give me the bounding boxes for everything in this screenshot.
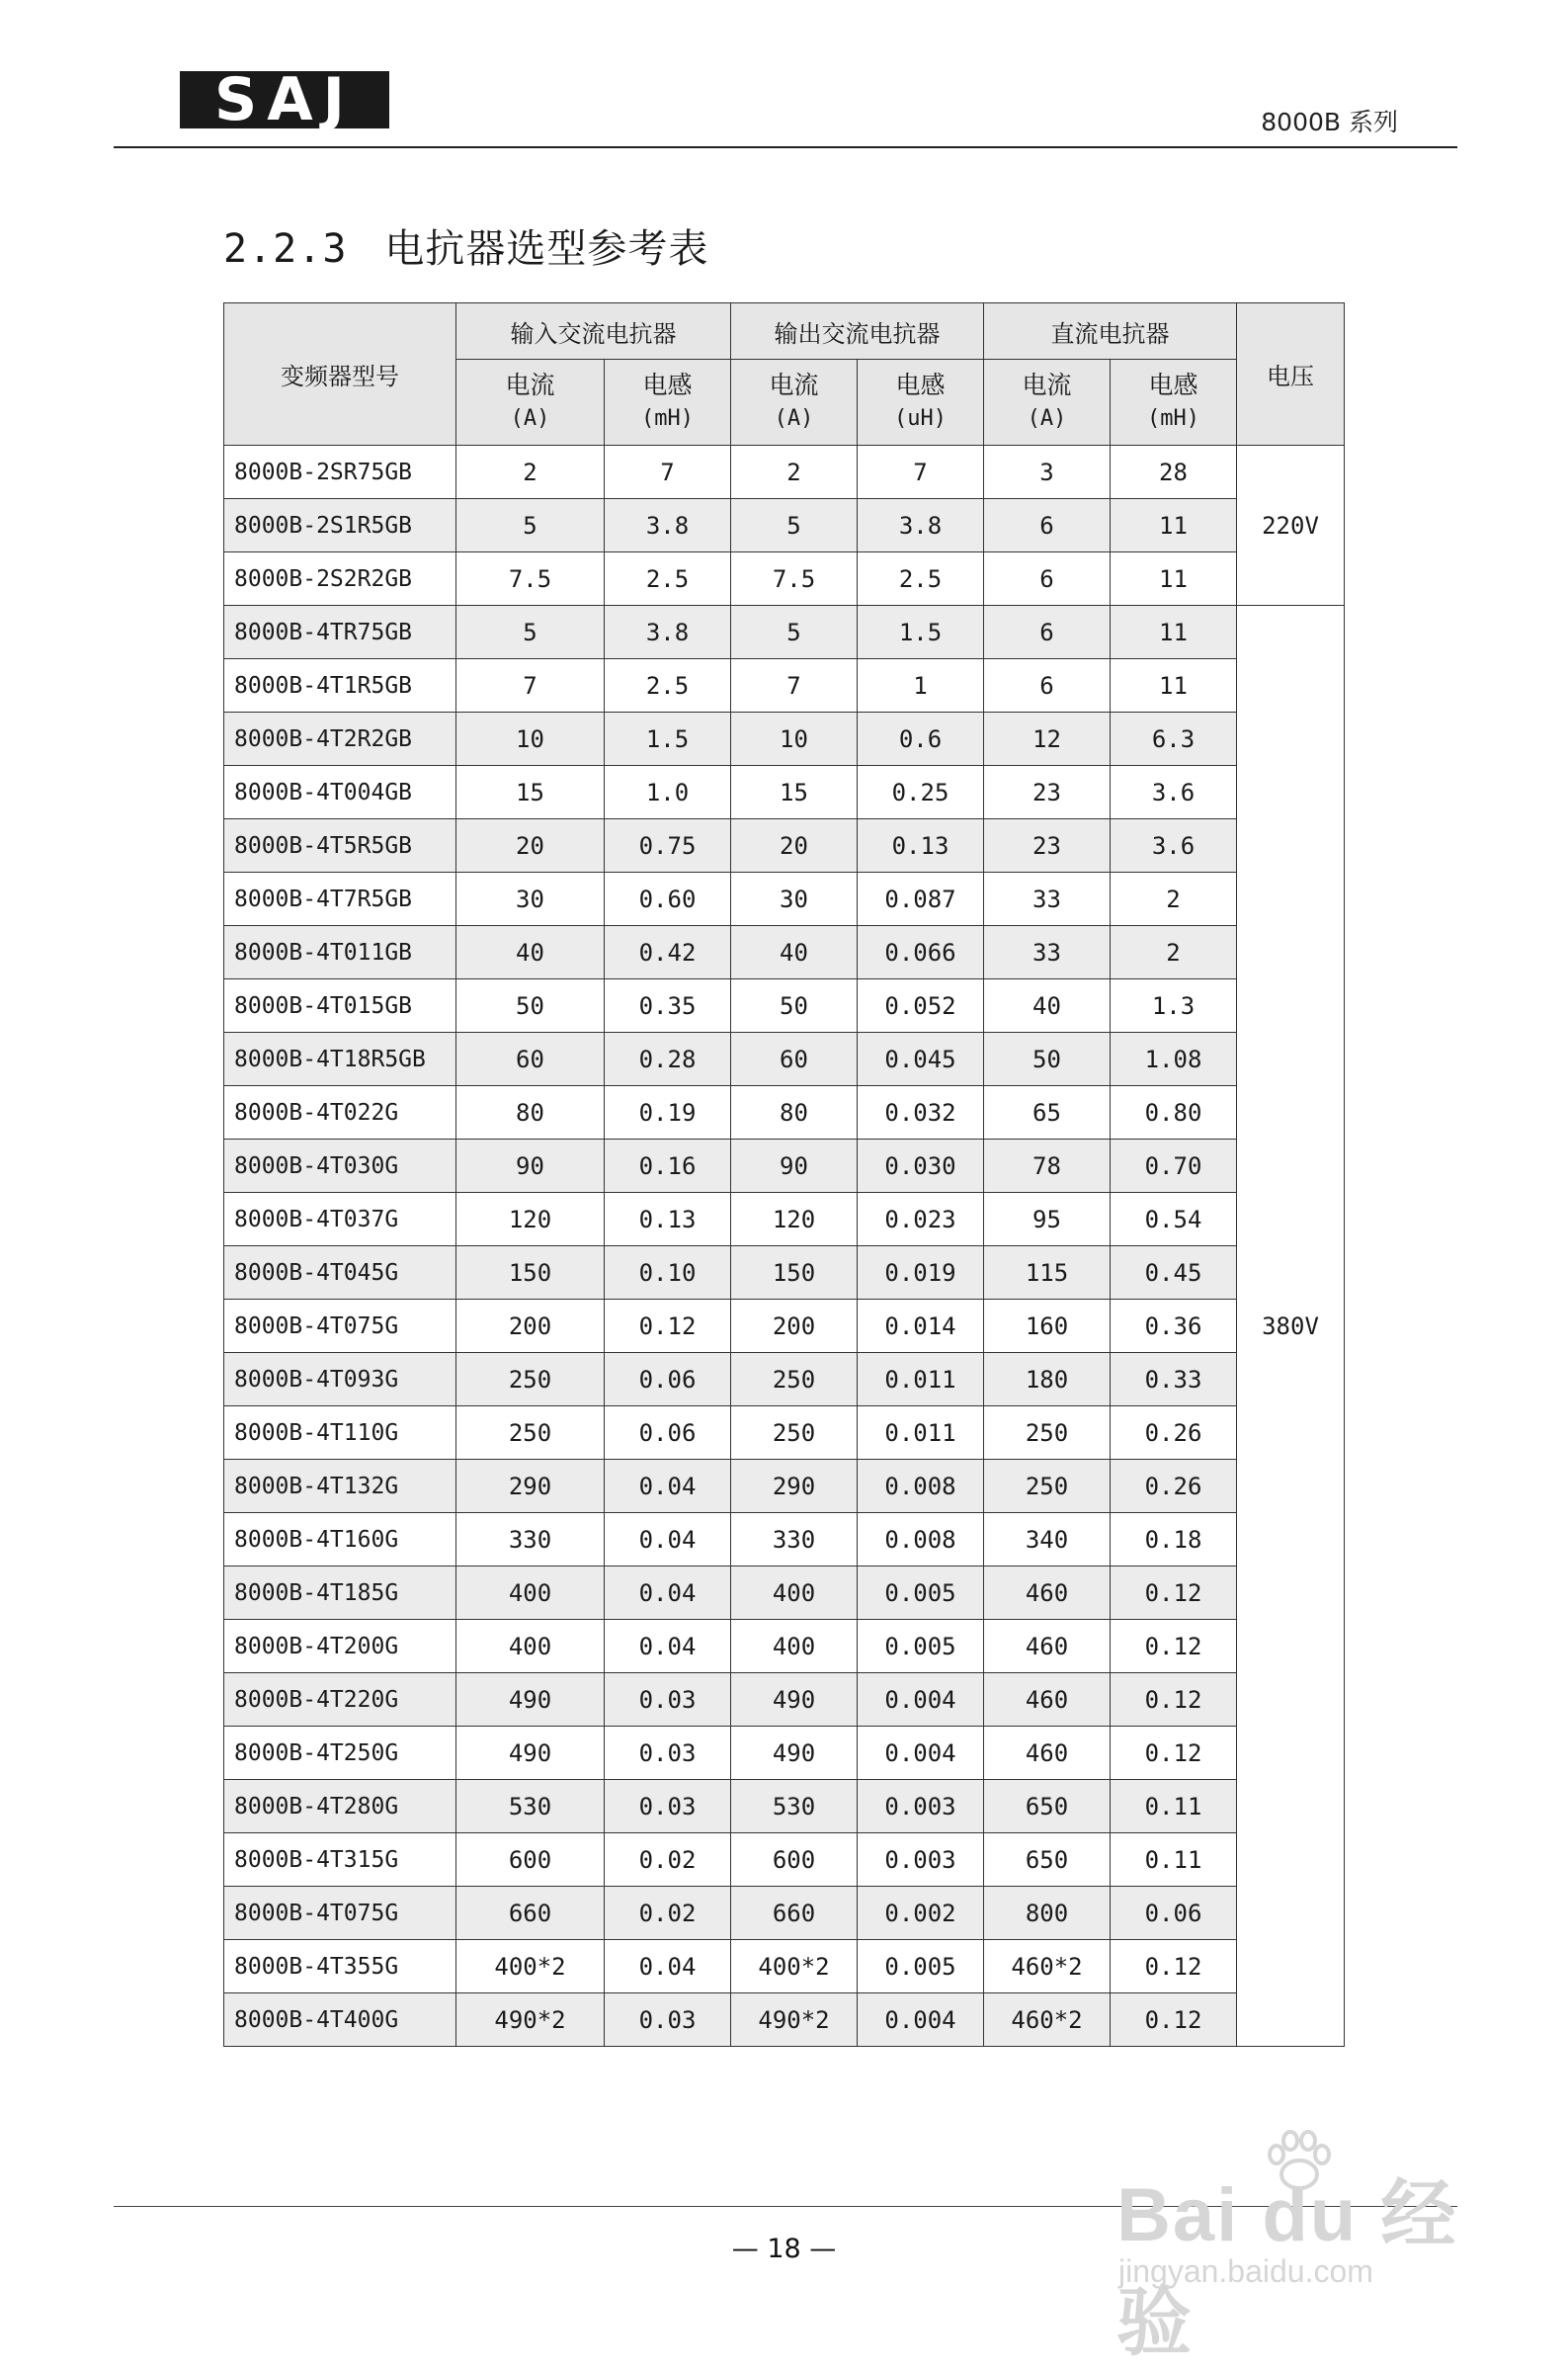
value-cell: 15 <box>731 766 858 819</box>
value-cell: 3.8 <box>858 499 984 552</box>
value-cell: 490 <box>456 1673 605 1727</box>
value-cell: 3.8 <box>605 606 731 659</box>
model-cell: 8000B-2S1R5GB <box>224 499 456 552</box>
table-row <box>224 713 1345 766</box>
model-cell: 8000B-4T2R2GB <box>224 713 456 766</box>
header-input-ac-reactor: 输入交流电抗器 <box>456 303 731 360</box>
table-row <box>224 1460 1345 1513</box>
value-cell: 340 <box>984 1513 1111 1566</box>
model-cell: 8000B-4T045G <box>224 1246 456 1300</box>
value-cell: 0.005 <box>858 1940 984 1993</box>
value-cell: 10 <box>456 713 605 766</box>
value-cell: 400 <box>731 1566 858 1620</box>
value-cell: 65 <box>984 1086 1111 1140</box>
value-cell: 200 <box>456 1300 605 1353</box>
model-cell: 8000B-4T18R5GB <box>224 1033 456 1086</box>
value-cell: 7 <box>456 659 605 713</box>
table-row <box>224 1566 1345 1620</box>
value-cell: 490 <box>456 1727 605 1780</box>
value-cell: 0.6 <box>858 713 984 766</box>
value-cell: 250 <box>984 1460 1111 1513</box>
value-cell: 0.33 <box>1111 1353 1237 1406</box>
value-cell: 7 <box>731 659 858 713</box>
value-cell: 0.12 <box>1111 1566 1237 1620</box>
table-row <box>224 873 1345 926</box>
value-cell: 0.70 <box>1111 1140 1237 1193</box>
value-cell: 6 <box>984 499 1111 552</box>
subheader-output-inductance: 电感 (uH) <box>858 360 984 446</box>
value-cell: 0.54 <box>1111 1193 1237 1246</box>
value-cell: 0.04 <box>605 1940 731 1993</box>
value-cell: 250 <box>731 1353 858 1406</box>
value-cell: 0.11 <box>1111 1833 1237 1887</box>
value-cell: 90 <box>456 1140 605 1193</box>
value-cell: 0.36 <box>1111 1300 1237 1353</box>
value-cell: 0.045 <box>858 1033 984 1086</box>
reactor-selection-table <box>223 302 1345 2047</box>
section-title-text: 电抗器选型参考表 <box>384 226 709 272</box>
value-cell: 50 <box>731 979 858 1033</box>
value-cell: 800 <box>984 1887 1111 1940</box>
model-cell: 8000B-4TR75GB <box>224 606 456 659</box>
value-cell: 2.5 <box>858 552 984 606</box>
value-cell: 660 <box>456 1887 605 1940</box>
value-cell: 1 <box>858 659 984 713</box>
value-cell: 0.11 <box>1111 1780 1237 1833</box>
table-row <box>224 926 1345 979</box>
value-cell: 2 <box>731 446 858 499</box>
value-cell: 2 <box>1111 873 1237 926</box>
value-cell: 5 <box>731 499 858 552</box>
model-cell: 8000B-4T075G <box>224 1887 456 1940</box>
value-cell: 250 <box>456 1353 605 1406</box>
value-cell: 290 <box>731 1460 858 1513</box>
value-cell: 400*2 <box>456 1940 605 1993</box>
model-cell: 8000B-4T1R5GB <box>224 659 456 713</box>
value-cell: 290 <box>456 1460 605 1513</box>
model-cell: 8000B-4T011GB <box>224 926 456 979</box>
value-cell: 0.04 <box>605 1513 731 1566</box>
value-cell: 0.03 <box>605 1673 731 1727</box>
value-cell: 530 <box>456 1780 605 1833</box>
value-cell: 7 <box>605 446 731 499</box>
value-cell: 1.0 <box>605 766 731 819</box>
value-cell: 490 <box>731 1673 858 1727</box>
value-cell: 0.25 <box>858 766 984 819</box>
table-row <box>224 1833 1345 1887</box>
value-cell: 0.12 <box>605 1300 731 1353</box>
value-cell: 11 <box>1111 499 1237 552</box>
value-cell: 0.002 <box>858 1887 984 1940</box>
value-cell: 400 <box>731 1620 858 1673</box>
value-cell: 0.030 <box>858 1140 984 1193</box>
value-cell: 490*2 <box>456 1993 605 2047</box>
value-cell: 50 <box>984 1033 1111 1086</box>
model-cell: 8000B-4T5R5GB <box>224 819 456 873</box>
model-cell: 8000B-4T315G <box>224 1833 456 1887</box>
value-cell: 90 <box>731 1140 858 1193</box>
value-cell: 2 <box>456 446 605 499</box>
value-cell: 11 <box>1111 659 1237 713</box>
value-cell: 5 <box>456 499 605 552</box>
value-cell: 0.12 <box>1111 1993 1237 2047</box>
header-output-ac-reactor: 输出交流电抗器 <box>731 303 984 360</box>
model-cell: 8000B-4T037G <box>224 1193 456 1246</box>
section-title <box>223 217 708 274</box>
model-cell: 8000B-2SR75GB <box>224 446 456 499</box>
table-row <box>224 1673 1345 1727</box>
value-cell: 0.45 <box>1111 1246 1237 1300</box>
model-cell: 8000B-4T280G <box>224 1780 456 1833</box>
value-cell: 1.08 <box>1111 1033 1237 1086</box>
value-cell: 0.42 <box>605 926 731 979</box>
value-cell: 0.04 <box>605 1620 731 1673</box>
value-cell: 400 <box>456 1566 605 1620</box>
table-row <box>224 1513 1345 1566</box>
table-row <box>224 1300 1345 1353</box>
value-cell: 2 <box>1111 926 1237 979</box>
value-cell: 0.10 <box>605 1246 731 1300</box>
value-cell: 20 <box>731 819 858 873</box>
value-cell: 490*2 <box>731 1993 858 2047</box>
model-cell: 8000B-4T185G <box>224 1566 456 1620</box>
value-cell: 400*2 <box>731 1940 858 1993</box>
value-cell: 2.5 <box>605 659 731 713</box>
value-cell: 0.06 <box>1111 1887 1237 1940</box>
model-cell: 8000B-4T400G <box>224 1993 456 2047</box>
value-cell: 6 <box>984 606 1111 659</box>
value-cell: 7 <box>858 446 984 499</box>
value-cell: 0.004 <box>858 1727 984 1780</box>
table-row <box>224 1620 1345 1673</box>
value-cell: 0.003 <box>858 1833 984 1887</box>
value-cell: 160 <box>984 1300 1111 1353</box>
value-cell: 0.003 <box>858 1780 984 1833</box>
value-cell: 460*2 <box>984 1940 1111 1993</box>
table-row <box>224 606 1345 659</box>
value-cell: 0.03 <box>605 1780 731 1833</box>
model-cell: 8000B-2S2R2GB <box>224 552 456 606</box>
model-cell: 8000B-4T022G <box>224 1086 456 1140</box>
value-cell: 1.3 <box>1111 979 1237 1033</box>
value-cell: 78 <box>984 1140 1111 1193</box>
value-cell: 0.052 <box>858 979 984 1033</box>
table-row <box>224 766 1345 819</box>
table-row <box>224 1193 1345 1246</box>
model-cell: 8000B-4T004GB <box>224 766 456 819</box>
value-cell: 0.35 <box>605 979 731 1033</box>
table-row <box>224 1780 1345 1833</box>
baidu-watermark <box>1116 2125 1472 2365</box>
model-cell: 8000B-4T015GB <box>224 979 456 1033</box>
value-cell: 120 <box>731 1193 858 1246</box>
value-cell: 40 <box>731 926 858 979</box>
table-row <box>224 1940 1345 1993</box>
subheader-dc-current: 电流 (A) <box>984 360 1111 446</box>
value-cell: 40 <box>984 979 1111 1033</box>
value-cell: 330 <box>456 1513 605 1566</box>
value-cell: 0.023 <box>858 1193 984 1246</box>
table-row <box>224 1033 1345 1086</box>
table-row <box>224 1406 1345 1460</box>
value-cell: 0.12 <box>1111 1620 1237 1673</box>
value-cell: 330 <box>731 1513 858 1566</box>
header-model: 变频器型号 <box>224 303 456 446</box>
value-cell: 95 <box>984 1193 1111 1246</box>
value-cell: 5 <box>456 606 605 659</box>
model-cell: 8000B-4T200G <box>224 1620 456 1673</box>
value-cell: 0.06 <box>605 1353 731 1406</box>
value-cell: 7.5 <box>731 552 858 606</box>
header-voltage: 电压 <box>1237 303 1345 446</box>
value-cell: 40 <box>456 926 605 979</box>
watermark-url: jingyan.baidu.com <box>1118 2253 1373 2289</box>
value-cell: 0.13 <box>858 819 984 873</box>
value-cell: 15 <box>456 766 605 819</box>
value-cell: 250 <box>984 1406 1111 1460</box>
table-row <box>224 1246 1345 1300</box>
series-label: 8000B 系列 <box>1261 108 1398 136</box>
value-cell: 0.004 <box>858 1993 984 2047</box>
value-cell: 3.6 <box>1111 766 1237 819</box>
table-row <box>224 1993 1345 2047</box>
value-cell: 0.26 <box>1111 1406 1237 1460</box>
value-cell: 60 <box>456 1033 605 1086</box>
subheader-dc-inductance: 电感 (mH) <box>1111 360 1237 446</box>
value-cell: 3.6 <box>1111 819 1237 873</box>
value-cell: 115 <box>984 1246 1111 1300</box>
value-cell: 2.5 <box>605 552 731 606</box>
value-cell: 80 <box>731 1086 858 1140</box>
value-cell: 0.032 <box>858 1086 984 1140</box>
model-cell: 8000B-4T093G <box>224 1353 456 1406</box>
value-cell: 0.12 <box>1111 1727 1237 1780</box>
value-cell: 0.16 <box>605 1140 731 1193</box>
table-row <box>224 1887 1345 1940</box>
value-cell: 0.04 <box>605 1566 731 1620</box>
value-cell: 30 <box>456 873 605 926</box>
header-dc-reactor: 直流电抗器 <box>984 303 1237 360</box>
value-cell: 23 <box>984 819 1111 873</box>
value-cell: 1.5 <box>858 606 984 659</box>
value-cell: 11 <box>1111 552 1237 606</box>
table-row <box>224 819 1345 873</box>
value-cell: 250 <box>731 1406 858 1460</box>
value-cell: 3.8 <box>605 499 731 552</box>
value-cell: 650 <box>984 1833 1111 1887</box>
value-cell: 0.02 <box>605 1887 731 1940</box>
value-cell: 23 <box>984 766 1111 819</box>
value-cell: 0.066 <box>858 926 984 979</box>
model-cell: 8000B-4T030G <box>224 1140 456 1193</box>
model-cell: 8000B-4T220G <box>224 1673 456 1727</box>
value-cell: 33 <box>984 926 1111 979</box>
table-body <box>224 446 1345 2047</box>
value-cell: 0.011 <box>858 1353 984 1406</box>
value-cell: 0.03 <box>605 1993 731 2047</box>
value-cell: 0.03 <box>605 1727 731 1780</box>
value-cell: 6.3 <box>1111 713 1237 766</box>
value-cell: 250 <box>456 1406 605 1460</box>
subheader-input-inductance: 电感 (mH) <box>605 360 731 446</box>
value-cell: 33 <box>984 873 1111 926</box>
value-cell: 660 <box>731 1887 858 1940</box>
table-row <box>224 446 1345 499</box>
saj-logo: SAJ <box>180 71 389 128</box>
model-cell: 8000B-4T075G <box>224 1300 456 1353</box>
value-cell: 28 <box>1111 446 1237 499</box>
value-cell: 0.28 <box>605 1033 731 1086</box>
value-cell: 650 <box>984 1780 1111 1833</box>
value-cell: 6 <box>984 659 1111 713</box>
value-cell: 460 <box>984 1673 1111 1727</box>
model-cell: 8000B-4T355G <box>224 1940 456 1993</box>
value-cell: 0.26 <box>1111 1460 1237 1513</box>
value-cell: 0.004 <box>858 1673 984 1727</box>
voltage-cell-380v: 380V <box>1237 606 1345 2047</box>
value-cell: 50 <box>456 979 605 1033</box>
value-cell: 3 <box>984 446 1111 499</box>
value-cell: 0.80 <box>1111 1086 1237 1140</box>
value-cell: 460 <box>984 1620 1111 1673</box>
value-cell: 180 <box>984 1353 1111 1406</box>
subheader-output-current: 电流 (A) <box>731 360 858 446</box>
value-cell: 0.04 <box>605 1460 731 1513</box>
value-cell: 150 <box>731 1246 858 1300</box>
value-cell: 80 <box>456 1086 605 1140</box>
value-cell: 5 <box>731 606 858 659</box>
table-row <box>224 1086 1345 1140</box>
subheader-input-current: 电流 (A) <box>456 360 605 446</box>
value-cell: 200 <box>731 1300 858 1353</box>
table-row <box>224 979 1345 1033</box>
value-cell: 460 <box>984 1727 1111 1780</box>
value-cell: 1.5 <box>605 713 731 766</box>
value-cell: 0.008 <box>858 1460 984 1513</box>
value-cell: 0.005 <box>858 1566 984 1620</box>
voltage-cell-220v: 220V <box>1237 446 1345 606</box>
value-cell: 10 <box>731 713 858 766</box>
value-cell: 490 <box>731 1727 858 1780</box>
value-cell: 0.60 <box>605 873 731 926</box>
value-cell: 0.13 <box>605 1193 731 1246</box>
value-cell: 600 <box>731 1833 858 1887</box>
value-cell: 0.005 <box>858 1620 984 1673</box>
table-row <box>224 552 1345 606</box>
value-cell: 150 <box>456 1246 605 1300</box>
value-cell: 30 <box>731 873 858 926</box>
model-cell: 8000B-4T160G <box>224 1513 456 1566</box>
value-cell: 0.014 <box>858 1300 984 1353</box>
value-cell: 0.18 <box>1111 1513 1237 1566</box>
value-cell: 400 <box>456 1620 605 1673</box>
table-row <box>224 1353 1345 1406</box>
value-cell: 460*2 <box>984 1993 1111 2047</box>
value-cell: 7.5 <box>456 552 605 606</box>
value-cell: 0.12 <box>1111 1673 1237 1727</box>
model-cell: 8000B-4T250G <box>224 1727 456 1780</box>
value-cell: 0.19 <box>605 1086 731 1140</box>
header-divider <box>114 146 1457 148</box>
value-cell: 600 <box>456 1833 605 1887</box>
watermark-brand: Bai du 经验 <box>1116 2173 1458 2365</box>
value-cell: 0.75 <box>605 819 731 873</box>
value-cell: 11 <box>1111 606 1237 659</box>
model-cell: 8000B-4T110G <box>224 1406 456 1460</box>
value-cell: 60 <box>731 1033 858 1086</box>
value-cell: 20 <box>456 819 605 873</box>
table-row <box>224 1140 1345 1193</box>
value-cell: 0.06 <box>605 1406 731 1460</box>
value-cell: 460 <box>984 1566 1111 1620</box>
value-cell: 530 <box>731 1780 858 1833</box>
table-row <box>224 659 1345 713</box>
section-number: 2.2.3 <box>223 226 348 272</box>
page-number: — 18 — <box>731 2234 837 2264</box>
value-cell: 6 <box>984 552 1111 606</box>
value-cell: 0.019 <box>858 1246 984 1300</box>
value-cell: 0.087 <box>858 873 984 926</box>
table-row <box>224 1727 1345 1780</box>
value-cell: 12 <box>984 713 1111 766</box>
value-cell: 0.008 <box>858 1513 984 1566</box>
model-cell: 8000B-4T132G <box>224 1460 456 1513</box>
value-cell: 120 <box>456 1193 605 1246</box>
value-cell: 0.12 <box>1111 1940 1237 1993</box>
value-cell: 0.02 <box>605 1833 731 1887</box>
value-cell: 0.011 <box>858 1406 984 1460</box>
model-cell: 8000B-4T7R5GB <box>224 873 456 926</box>
table-row <box>224 499 1345 552</box>
